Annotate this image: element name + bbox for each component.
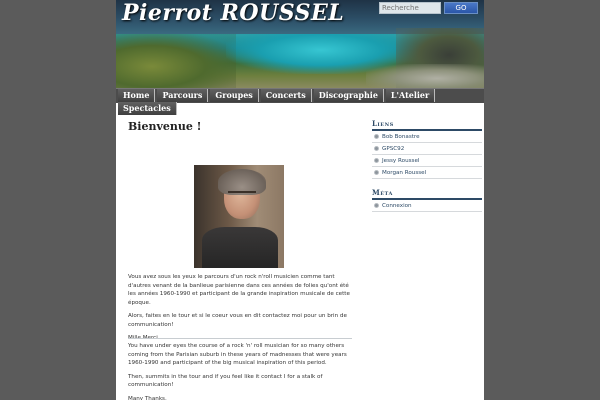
sidebar — [372, 119, 482, 221]
link-jessy-roussel[interactable] — [372, 155, 482, 167]
link-label: GPSC92 — [382, 146, 405, 152]
site-title[interactable]: Pierrot ROUSSEL — [122, 0, 345, 26]
widget-title-liens: Liens — [372, 119, 482, 131]
link-label: Morgan Roussel — [382, 170, 427, 176]
paragraph: Many Thanks. — [128, 395, 167, 400]
intro-text-english — [128, 342, 352, 400]
nav-item-groupes[interactable]: Groupes — [210, 89, 258, 102]
bullet-icon — [374, 134, 379, 139]
portrait-glasses — [228, 191, 256, 197]
link-morgan-roussel[interactable] — [372, 167, 482, 179]
header-banner — [116, 0, 484, 88]
link-label: Jessy Roussel — [382, 158, 420, 164]
meta-list — [372, 200, 482, 212]
main-content — [128, 120, 352, 400]
link-label: Connexion — [382, 203, 412, 209]
main-navigation — [116, 88, 484, 113]
link-connexion[interactable] — [372, 200, 482, 212]
bullet-icon — [374, 158, 379, 163]
nav-item-concerts[interactable]: Concerts — [261, 89, 312, 102]
page-wrapper — [116, 0, 484, 400]
widget-title-meta: Méta — [372, 188, 482, 200]
intro-text-french — [128, 273, 352, 348]
header-vegetation — [116, 34, 236, 88]
page-title: Bienvenue ! — [128, 120, 202, 133]
search-input[interactable] — [379, 2, 441, 14]
paragraph: Alors, faites en le tour et si le coeur vous en dit contactez moi pour un brin de communication! — [128, 313, 347, 328]
search-button[interactable]: GO — [444, 2, 478, 14]
content-divider — [128, 338, 352, 339]
link-label: Bob Bonastre — [382, 134, 420, 140]
bullet-icon — [374, 146, 379, 151]
link-bob-bonastre[interactable] — [372, 131, 482, 143]
nav-item-atelier[interactable]: L'Atelier — [386, 89, 435, 102]
paragraph: You have under eyes the course of a rock 'n' roll musician for so many others coming from the Parisian suburb in these years of madnesses that were years 1960-1990 and participant of the big musical inspiration of this period. — [128, 343, 347, 366]
paragraph: Vous avez sous les yeux le parcours d'un rock n'roll musicien comme tant d'autres venant de la banlieue parisienne dans ces années de folies qu'ont été les années 1960-1990 et participant de la grande inspiration musicale de cette époque. — [128, 274, 350, 306]
links-list — [372, 131, 482, 179]
header-rocks — [366, 64, 484, 88]
nav-item-discographie[interactable]: Discographie — [314, 89, 384, 102]
link-gpsc92[interactable] — [372, 143, 482, 155]
nav-item-parcours[interactable]: Parcours — [157, 89, 208, 102]
portrait-body — [202, 227, 278, 268]
nav-item-home[interactable]: Home — [118, 89, 155, 102]
bullet-icon — [374, 170, 379, 175]
paragraph: Then, summits in the tour and if you feel like it contact I for a stalk of communication! — [128, 373, 323, 388]
nav-item-spectacles[interactable]: Spectacles — [118, 102, 177, 115]
portrait-photo — [194, 165, 284, 268]
bullet-icon — [374, 203, 379, 208]
